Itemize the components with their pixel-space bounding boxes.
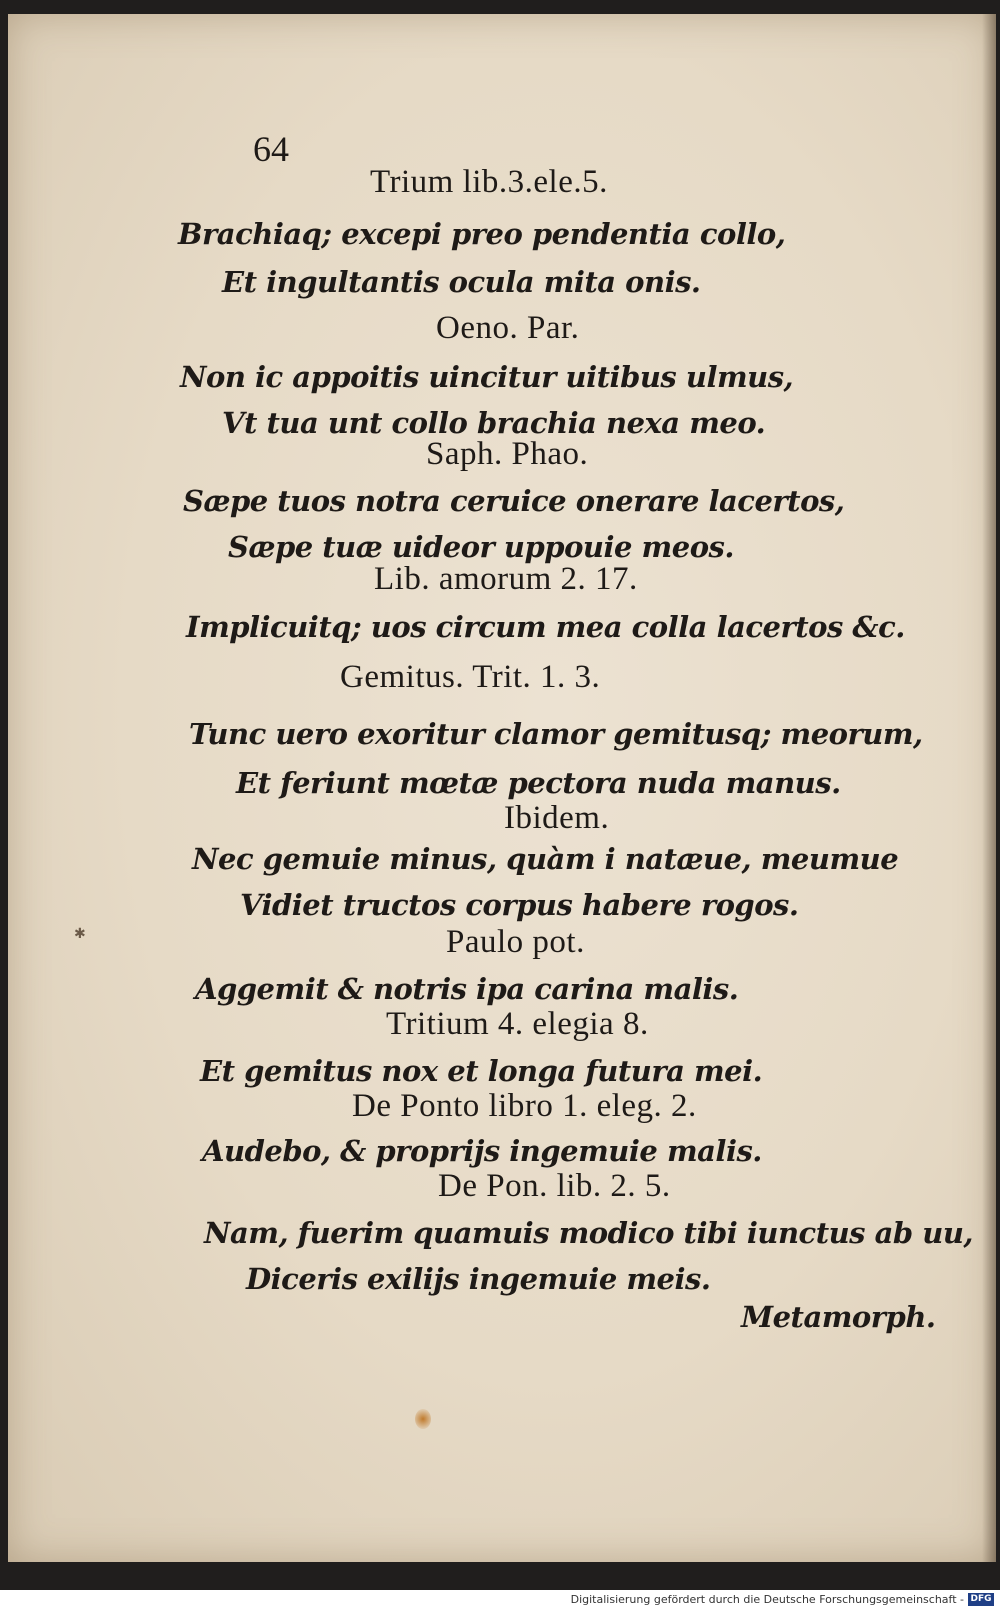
section-heading: Gemitus. Trit. 1. 3. — [340, 659, 601, 695]
section-heading: Paulo pot. — [446, 924, 585, 960]
page-gutter-shadow — [982, 14, 996, 1562]
text-line: Sæpe tuæ uideor uppouie meos. — [228, 530, 734, 564]
catchword: Metamorph. — [741, 1300, 936, 1334]
section-heading: De Ponto libro 1. eleg. 2. — [352, 1088, 697, 1124]
text-line: Non ic appoitis uincitur uitibus ulmus, — [180, 360, 794, 394]
text-line: Nec gemuie minus, quàm i natæue, meumue — [192, 842, 899, 876]
text-line: Audebo, & proprijs ingemuie malis. — [202, 1134, 762, 1168]
text-line: Tunc uero exoritur clamor gemitusq; meorum, — [189, 717, 923, 751]
section-heading: Ibidem. — [504, 800, 610, 836]
text-line: Brachiaq; excepi preo pendentia collo, — [178, 217, 786, 251]
digitization-footer — [0, 1590, 1000, 1610]
text-line: Nam, fuerim quamuis modico tibi iunctus ab uu, — [204, 1216, 974, 1250]
text-line: Et ingultantis ocula mita onis. — [222, 265, 701, 299]
section-heading: Oeno. Par. — [436, 310, 580, 346]
text-line: Implicuitq; uos circum mea colla lacertos &c. — [186, 610, 905, 644]
running-head: Trium lib.3.ele.5. — [370, 164, 608, 200]
section-heading: Saph. Phao. — [426, 436, 589, 472]
section-heading: Tritium 4. elegia 8. — [386, 1006, 649, 1042]
page-number: 64 — [253, 129, 289, 169]
text-line: Diceris exilijs ingemuie meis. — [246, 1262, 711, 1296]
text-line: Aggemit & notris ipa carina malis. — [195, 972, 739, 1006]
dfg-logo-icon: DFG — [968, 1593, 994, 1606]
section-heading: De Pon. lib. 2. 5. — [438, 1168, 671, 1204]
book-page — [8, 14, 996, 1562]
text-line: Sæpe tuos notra ceruice onerare lacertos, — [183, 484, 845, 518]
section-heading: Lib. amorum 2. 17. — [374, 561, 638, 597]
text-line: Et feriunt mœtæ pectora nuda manus. — [236, 766, 841, 800]
text-line: Et gemitus nox et longa futura mei. — [200, 1054, 763, 1088]
digitization-credit: Digitalisierung gefördert durch die Deutsche Forschungsgemeinschaft - — [570, 1593, 964, 1606]
ink-stain — [415, 1409, 431, 1429]
text-line: Vidiet tructos corpus habere rogos. — [240, 888, 799, 922]
paper-fleck: ✱ — [74, 926, 86, 942]
text-line: Vt tua unt collo brachia nexa meo. — [222, 406, 766, 440]
